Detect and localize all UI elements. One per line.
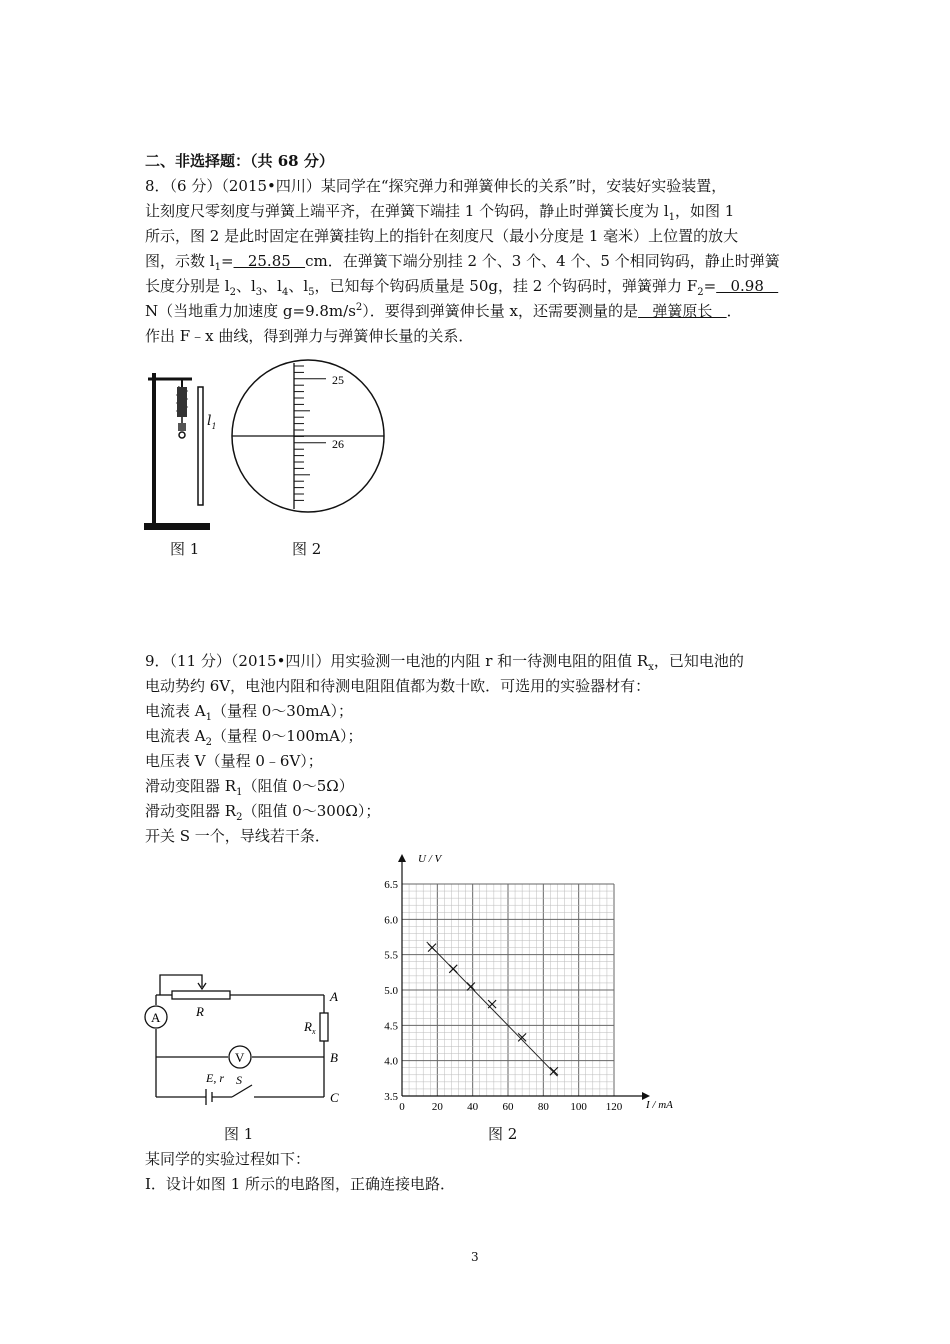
q9-fig1-caption: 图 1: [224, 1125, 254, 1143]
x-tick-label: 100: [570, 1101, 587, 1113]
x-tick-label: 80: [537, 1101, 549, 1113]
x-tick-label: 120: [605, 1101, 623, 1113]
node-a-label: A: [330, 989, 338, 1004]
y-tick-label: 4.5: [384, 1020, 398, 1033]
data-point: [550, 1067, 558, 1075]
x-tick-label: 20: [431, 1101, 443, 1113]
q8-fig1-label: $l_1$: [207, 413, 217, 431]
q9-after-1: 某同学的实验过程如下：: [145, 1150, 311, 1168]
q9-line-2: 电动势约 6V，电池内阻和待测电阻阻值都为数十欧．可选用的实验器材有：: [145, 677, 651, 695]
voltmeter-label: V: [235, 1050, 245, 1065]
node-c-label: C: [330, 1090, 339, 1105]
q8-fig1-caption: 图 1: [170, 540, 200, 558]
q8-line-1: 8．（6 分）（2015•四川）某同学在“探究弹力和弹簧伸长的关系”时，安装好实验装置，: [145, 177, 727, 195]
q8-line-3: 所示，图 2 是此时固定在弹簧挂钩上的指针在刻度尺（最小分度是 1 毫米）上位置的放大: [145, 227, 739, 245]
chart-ylabel: U / V: [418, 853, 442, 865]
switch-label: S: [236, 1073, 242, 1087]
q9-item-3: 电压表 V（量程 0﹣6V）；: [145, 752, 323, 770]
q8-line-7: 作出 F﹣x 曲线，得到弹力与弹簧伸长量的关系．: [145, 327, 474, 345]
q8-line-2: 让刻度尺零刻度与弹簧上端平齐，在弹簧下端挂 1 个钩码，静止时弹簧长度为 $l_1$，如图 1: [145, 202, 735, 223]
q9-fig1-circuit: [140, 965, 360, 1110]
q9-after-2: Ⅰ．设计如图 1 所示的电路图，正确连接电路．: [145, 1175, 456, 1193]
y-tick-label: 4.0: [384, 1055, 398, 1068]
ui-chart: [370, 850, 690, 1120]
ruler-label-25: 25: [332, 373, 344, 387]
ammeter-label: A: [151, 1010, 161, 1025]
chart-xlabel: I / mA: [646, 1099, 673, 1111]
answer-x: 弹簧原长: [638, 302, 727, 320]
node-b-label: B: [330, 1050, 338, 1065]
answer-l1: 25.85: [233, 252, 306, 270]
y-axis-arrow: [398, 854, 406, 862]
rheostat-label: R: [196, 1004, 204, 1019]
x-tick-label: 40: [467, 1101, 479, 1113]
q8-fig2-ruler: [228, 358, 388, 518]
q8-line-6: N（当地重力加速度 $g=9.8m/s^2$）．要得到弹簧伸长量 x，还需要测量的是 弹簧原长 ．: [145, 302, 742, 320]
fit-line: [427, 942, 558, 1076]
q8-line-4: 图，示数 $l_1= 25.85$ cm．在弹簧下端分别挂 2 个、3 个、4 个、5 个相同钩码，静止时弹簧: [145, 252, 780, 273]
y-tick-label: 6.5: [384, 879, 398, 891]
q8-line-5: 长度分别是 $l_2$、$l_3$、$l_4$、$l_5$，已知每个钩码质量是 50g，挂 2 个钩码时，弹簧弹力 $F_2= 0.98$: [145, 277, 779, 298]
q9-item-2: 电流表 $A_2$（量程 0～100mA）；: [145, 727, 363, 748]
q9-item-4: 滑动变阻器 $R_1$（阻值 0～5Ω）: [145, 777, 354, 798]
answer-f2: 0.98: [716, 277, 779, 295]
q9-fig2-caption: 图 2: [488, 1125, 518, 1143]
y-tick-label: 6.0: [384, 914, 398, 927]
q9-line-1: 9．（11 分）（2015•四川）用实验测一电池的内阻 r 和一待测电阻的阻值 $R_x$，已知电池的: [145, 652, 744, 673]
q9-item-6: 开关 S 一个，导线若干条．: [145, 827, 330, 845]
y-tick-label: 5.5: [384, 949, 398, 962]
x-tick-label: 0: [399, 1101, 405, 1113]
q8-fig1-apparatus: [140, 365, 220, 535]
ruler-label-26: 26: [332, 437, 344, 451]
section-heading: 二、非选择题：（共 68 分）: [145, 152, 334, 170]
y-tick-label: 3.5: [384, 1091, 398, 1103]
y-tick-label: 5.0: [384, 985, 398, 997]
battery-label: E, r: [206, 1071, 224, 1085]
page-number: 3: [471, 1250, 479, 1264]
x-tick-label: 60: [502, 1101, 514, 1113]
rx-label: $R_x$: [304, 1019, 316, 1036]
data-point: [467, 982, 475, 990]
q9-item-5: 滑动变阻器 $R_2$（阻值 0～300Ω）；: [145, 802, 381, 823]
q9-item-1: 电流表 $A_1$（量程 0～30mA）；: [145, 702, 353, 723]
q8-fig2-caption: 图 2: [292, 540, 322, 558]
